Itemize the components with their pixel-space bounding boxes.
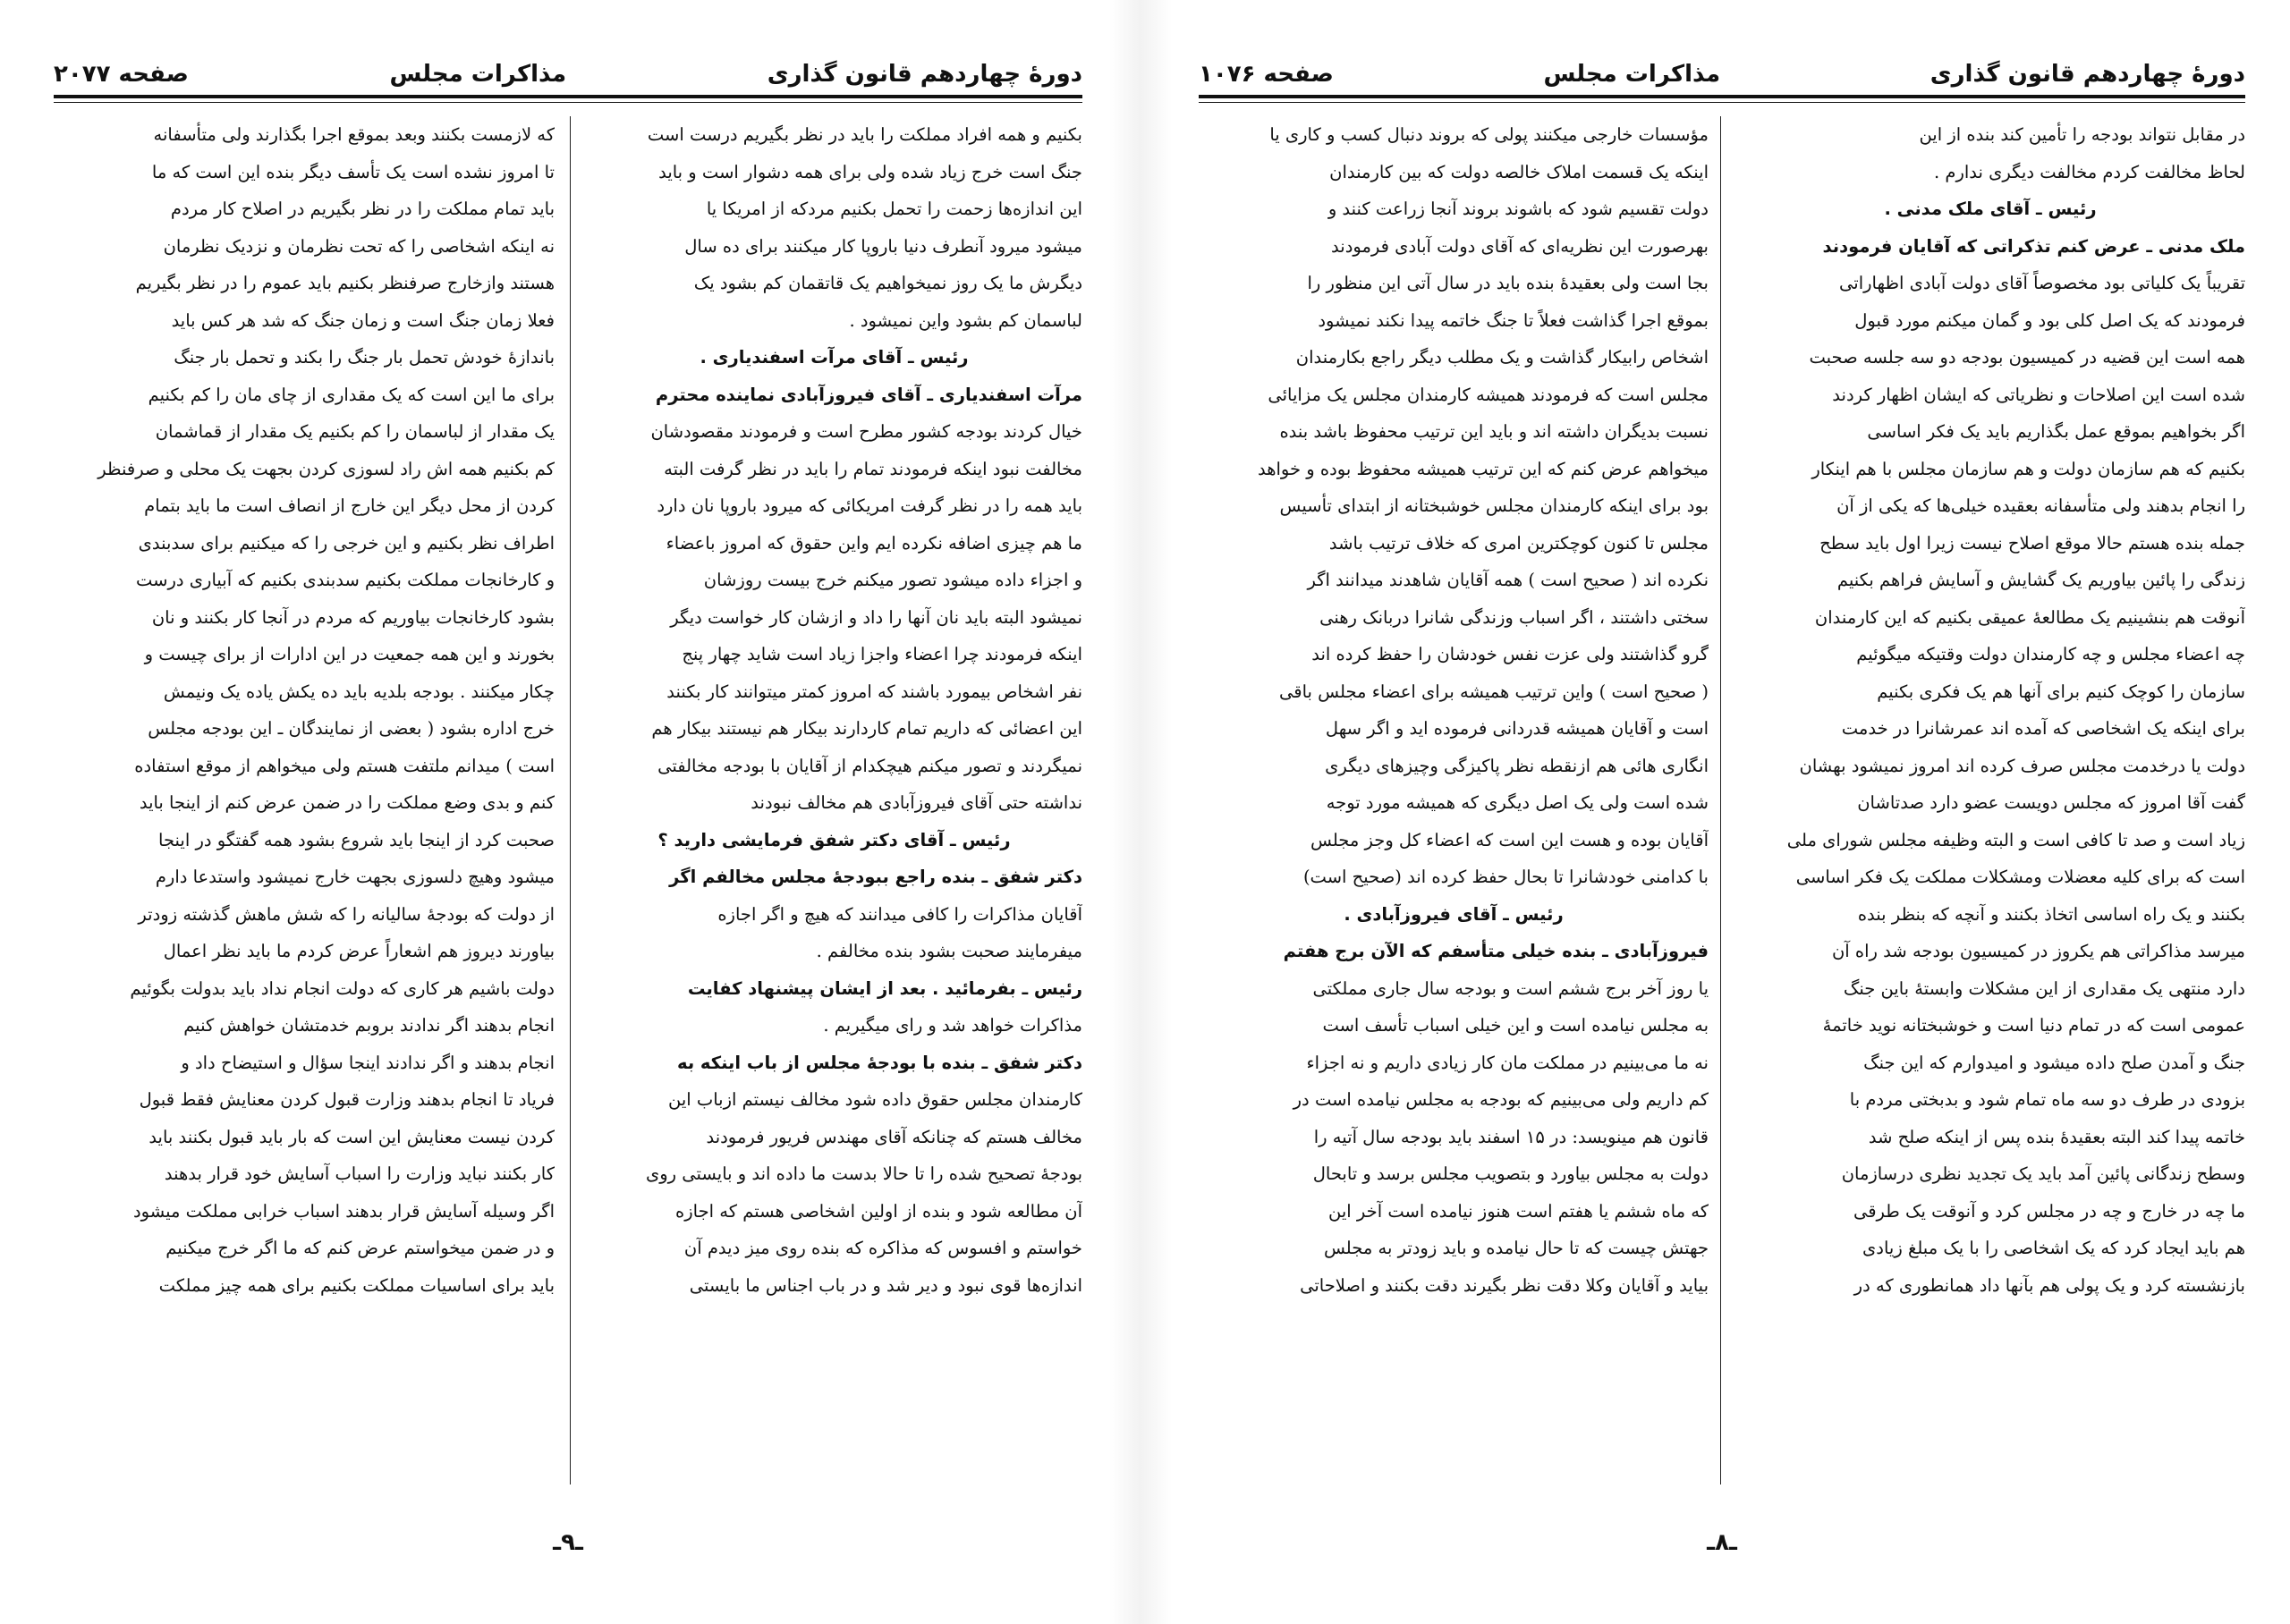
text-line: و در ضمن میخواستم عرض کنم که ما اگر خرج میکنیم: [165, 1238, 555, 1258]
text-line: است ) میدانم ملتفت هستم ولی میخواهم از موقع استفاده: [134, 755, 555, 776]
text-line: جهتش چیست که تا حال نیامده و باید زودتر به مجلس: [1323, 1238, 1709, 1258]
text-line: اندازه‌ها قوی نبود و دیر شد و در باب اجناس ما بایستی: [689, 1274, 1082, 1296]
header-rule: [1199, 95, 2245, 98]
text-line: عمومی است که در تمام دنیا است و خوشبختانه نوید خاتمهٔ: [1822, 1015, 2245, 1036]
text-line: برای اینکه یک اشخاصی که آمده اند عمرشانرا در خدمت: [1841, 718, 2245, 739]
text-line: انجام بدهند و اگر ندادند اینجا سؤال و استیضاح داد و: [181, 1052, 555, 1073]
text-line: دارد منتهی یک مقداری از این مشکلات وابستهٔ باین جنگ: [1843, 977, 2245, 999]
text-line: این اعضائی که داریم تمام کاردارند بیکار هم نیستند بیکار هم: [651, 718, 1082, 739]
speaker-line: فیروزآبادی ـ بنده خیلی متأسفم که الآن برج هفتم: [1283, 941, 1709, 961]
text-line: بزودی در طرف دو سه ماه تمام شود و بدبختی مردم با: [1849, 1089, 2245, 1110]
text-line: باید همه را در نظر گرفت امریکائی که میرود باروپا نان دارد: [657, 495, 1082, 516]
text-line: بموقع اجرا گذاشت فعلاً تا جنگ خاتمه پیدا نکند نمیشود: [1318, 309, 1709, 331]
text-line: باید برای اساسیات مملکت بکنیم برای همه چیز مملکت: [158, 1274, 555, 1296]
text-line: نه اینکه اشخاصی را که تحت نظرمان و نزدیک نظرمان: [163, 235, 555, 257]
text-line: ( صحیح است ) واین ترتیب همیشه برای اعضاء مجلس باقی: [1279, 681, 1709, 702]
text-line: بهرصورت این نظریه‌ای که آقای دولت آبادی فرمودند: [1331, 235, 1709, 257]
speaker-line: رئیس ـ آقای دکتر شفق فرمایشی دارید ؟: [657, 829, 1011, 850]
text-line: آنوقت هم بنشینیم یک مطالعهٔ عمیقی بکنیم که این کارمندان: [1814, 606, 2245, 628]
text-line: دولت باشیم هر کاری که دولت انجام نداد باید بدولت بگوئیم: [130, 977, 555, 999]
text-line: بخورند و این همه جمعیت در این ادارات از برای چیست و: [144, 644, 555, 664]
speaker-line: دکتر شفق ـ بنده راجع ببودجهٔ مجلس مخالفم اگر: [669, 867, 1082, 887]
text-line: نسبت بدیگران داشته اند و باید این ترتیب محفوظ باشد بنده: [1279, 421, 1709, 442]
text-line: کردن از محل دیگر این خارج از انصاف است ما باید بتمام: [144, 495, 555, 516]
text-line: باندازهٔ خودش تحمل بار جنگ را بکند و تحمل بار جنگ: [174, 347, 555, 368]
text-line: هم باید ایجاد کرد که یک اشخاصی را با یک مبلغ زیادی: [1862, 1238, 2245, 1258]
text-line: که ماه ششم یا هفتم است هنوز نیامده است آخر این: [1328, 1200, 1709, 1222]
text-line: دولت به مجلس بیاورد و بتصویب مجلس برسد و تابحال: [1312, 1163, 1709, 1184]
text-line: میرسد مذاکراتی هم یکروز در کمیسیون بودجه شد راه آن: [1831, 941, 2245, 961]
text-line: لباسمان کم بشود واین نمیشود .: [849, 309, 1082, 331]
text-line: اینکه فرمودند چرا اعضاء واجزا زیاد است شاید چهار پنج: [682, 644, 1082, 664]
text-line: مخالف هستم که چنانکه آقای مهندس فریور فرمودند: [706, 1126, 1082, 1147]
text-line: است و آقایان همیشه قدردانی فرموده اید و اگر سهل: [1325, 718, 1709, 739]
speaker-line: مرآت اسفندیاری ـ آقای فیروزآبادی نماینده محترم: [655, 384, 1082, 405]
speaker-line: رئیس ـ بفرمائید . بعد از ایشان پیشنهاد کفایت: [687, 977, 1082, 999]
text-line: زیاد است و صد تا کافی است و البته وظیفه مجلس شورای ملی: [1786, 829, 2245, 850]
text-line: شده است این اصلاحات و نظریاتی که ایشان اظهار کردند: [1832, 384, 2245, 405]
text-line: بکنند و یک راه اساسی اتخاذ بکنند و آنچه که بنظر بنده: [1857, 903, 2245, 925]
text-line: میخواهم عرض کنم که این ترتیب همیشه محفوظ بوده و خواهد: [1257, 458, 1709, 479]
text-line: نفر اشخاص بیمورد باشند که امروز کمتر میتوانند کار بکنند: [666, 681, 1082, 702]
text-line: خاتمه پیدا کند البته بعقیدهٔ بنده پس از اینکه صلح شد: [1868, 1126, 2245, 1147]
right-page-topic: مذاکرات مجلس: [1543, 61, 1721, 88]
left-page-column-right: [586, 116, 1082, 1493]
text-line: نه ما می‌بینیم در مملکت مان کار زیادی داریم و نه اجزاء: [1306, 1052, 1709, 1073]
text-line: اگر بخواهیم بموقع عمل بگذاریم باید یک فکر اساسی: [1867, 421, 2245, 442]
text-line: کردن نیست معنایش این است که بار باید قبول بکنند باید: [148, 1126, 555, 1147]
text-line: دولت یا درخدمت مجلس صرف کرده اند امروز نمیشود بهشان: [1799, 755, 2245, 776]
speaker-line: رئیس ـ آقای ملک مدنی .: [1884, 199, 2097, 219]
left-page-header: [54, 39, 1082, 88]
text-line: بکنیم و همه افراد مملکت را باید در نظر بگیریم درست است: [647, 124, 1082, 145]
text-line: به مجلس نیامده است و این خیلی اسباب تأسف است: [1322, 1015, 1709, 1036]
text-line: تا امروز نشده است یک تأسف دیگر بنده این است که ما: [151, 161, 555, 182]
text-line: باید تمام مملکت را در نظر بگیریم در اصلاح کار مردم: [170, 199, 555, 219]
text-line: مخالفت نبود اینکه فرمودند تمام را باید در نظر گرفت البته: [664, 458, 1082, 479]
column-divider: [570, 116, 571, 1484]
text-line: فرمودند که یک اصل کلی بود و گمان میکنم مورد قبول: [1854, 309, 2245, 331]
speaker-line: ملک مدنی ـ عرض کنم تذکراتی که آقایان فرمودند: [1822, 235, 2245, 257]
text-line: یا روز آخر برج ششم است و بودجه سال جاری مملکتی: [1312, 977, 1709, 999]
right-page-number: صفحه ۱۰۷۶: [1199, 61, 1334, 88]
text-line: میشود میرود آنطرف دنیا باروپا کار میکنند برای ده سال: [684, 235, 1082, 257]
text-line: بجا است ولی بعقیدهٔ بنده باید در سال آتی این منظور را: [1307, 273, 1709, 293]
text-line: جنگ و آمدن صلح داده میشود و امیدوارم که این جنگ: [1863, 1052, 2245, 1073]
text-line: بیاورند دیروز هم اشعاراً عرض کردم ما باید نظر اعمال: [163, 941, 555, 961]
speaker-line: دکتر شفق ـ بنده با بودجهٔ مجلس از باب اینکه به: [677, 1052, 1082, 1073]
header-rule: [54, 95, 1082, 98]
text-line: بودجهٔ تصحیح شده را تا حالا بدست ما داده اند و بایستی روی: [645, 1163, 1082, 1184]
text-line: جمله بنده هستم حالا موقع اصلاح نیست زیرا اول باید سطح: [1819, 532, 2245, 554]
left-page: [36, 27, 1100, 1592]
text-line: میشود وهیچ دلسوزی بجهت خارج نمیشود واستدعا دارم: [155, 867, 555, 887]
text-line: و کارخانجات مملکت بکنیم سدبندی بکنیم که آبیاری درست: [136, 570, 555, 590]
text-line: گرو گذاشتند ولی عزت نفس خودشان را حفظ کرده اند: [1311, 644, 1709, 664]
text-line: بشود کارخانجات بیاوریم که مردم در آنجا کار بکنند و نان: [151, 606, 555, 628]
text-line: زندگی را پائین بیاوریم یک گشایش و آسایش فراهم بکنیم: [1836, 570, 2245, 590]
text-line: انجام بدهند اگر ندادند بروبم خدمتشان خواهش کنیم: [183, 1015, 555, 1036]
text-line: اشخاص رابیکار گذاشت و یک مطلب دیگر راجع بکارمندان: [1295, 347, 1709, 368]
text-line: لحاظ مخالفت کردم مخالفت دیگری ندارم .: [1933, 161, 2245, 182]
text-line: خواستم و افسوس که مذاکره که بنده روی میز دیدم آن: [683, 1238, 1082, 1258]
text-line: همه است این قضیه در کمیسیون بودجه دو سه جلسه صحبت: [1809, 347, 2245, 368]
text-line: است که برای کلیه معضلات ومشکلات مملکت یک فکر اساسی: [1795, 867, 2245, 887]
right-page-column-right: [1735, 116, 2245, 1493]
right-page-session: دورهٔ چهاردهم قانون گذاری: [1930, 61, 2245, 88]
text-line: مؤسسات خارجی میکنند پولی که بروند دنبال کسب و کاری یا: [1269, 124, 1709, 145]
text-line: بیاید و آقایان وکلا دقت نظر بگیرند دقت بکنند و اصلاحاتی: [1300, 1274, 1709, 1296]
text-line: نکرده اند ( صحیح است ) همه آقایان شاهدند میدانند اگر: [1307, 570, 1709, 590]
text-line: که لازمست بکنند وبعد بموقع اجرا بگذارند ولی متأسفانه: [153, 124, 555, 145]
text-line: مذاکرات خواهد شد و رای میگیریم .: [823, 1015, 1082, 1036]
left-page-folio: ـ۹ـ: [553, 1529, 583, 1556]
header-rule-thin: [1199, 102, 2245, 103]
text-line: از دولت که بودجهٔ سالیانه را که شش ماهش گذشته زودتر: [138, 903, 555, 925]
text-line: اگر وسیله آسایش قرار بدهند اسباب خرابی مملکت میشود: [133, 1200, 555, 1222]
right-page: [1181, 27, 2263, 1592]
text-line: این اندازه‌ها زحمت را تحمل بکنیم مردکه از امریکا یا: [706, 199, 1082, 219]
left-page-column-left: [58, 116, 555, 1493]
text-line: نمیشود البته باید نان آنها را داد و ازشان کار خواست دیگر: [670, 606, 1082, 628]
text-line: سازمان را کوچک کنیم برای آنها هم یک فکری بکنیم: [1877, 681, 2245, 702]
text-line: هستند وازخارج صرفنظر بکنیم باید عموم را در نظر بگیریم: [135, 273, 555, 293]
text-line: آن مطالعه شود و بنده از اولین اشخاصی هستم که اجازه: [675, 1200, 1082, 1222]
text-line: و اجزاء داده میشود تصور میکنم خرج بیست روزشان: [703, 570, 1082, 590]
text-line: خیال کردند بودجه کشور مطرح است و فرمودند مقصودشان: [650, 421, 1082, 442]
text-line: مجلس است که فرمودند همیشه کارمندان مجلس یک مزایائی: [1268, 384, 1709, 405]
text-line: ما هم چیزی اضافه نکرده ایم واین حقوق که امروز باعضاء: [666, 532, 1082, 554]
text-line: انگاری هائی هم ازنقطه نظر پاکیزگی وچیزهای دیگری: [1325, 755, 1709, 776]
text-line: اینکه یک قسمت املاک خالصه دولت که بین کارمندان: [1329, 161, 1709, 182]
text-line: چکار میکنند . بودجه بلدیه باید ده یکش یاده یک ونیمش: [163, 681, 555, 702]
text-line: یک مقدار از لباسمان را کم بکنیم یک مقدار از قماشمان: [155, 421, 555, 442]
text-line: تقریباً یک کلیاتی بود مخصوصاً آقای دولت آبادی اظهاراتی: [1839, 273, 2245, 293]
text-line: بود برای اینکه کارمندان مجلس خوشبختانه از ابتدای تأسیس: [1279, 495, 1709, 516]
text-line: فریاد تا انجام بدهند وزارت قبول کردن معنایش فقط قبول: [139, 1089, 555, 1110]
text-line: مجلس تا کنون کوچکترین امری که خلاف ترتیب باشد: [1328, 532, 1709, 554]
text-line: قانون هم مینویسد: در ۱۵ اسفند باید بودجه سال آتیه را: [1313, 1126, 1709, 1147]
right-page-header: [1199, 39, 2245, 88]
text-line: دولت تقسیم شود که باشوند بروند آنجا زراعت کنند و: [1327, 199, 1709, 219]
text-line: نداشته حتی آقای فیروزآبادی هم مخالف نبودند: [751, 792, 1082, 813]
speaker-line: رئیس ـ آقای فیروزآبادی .: [1344, 903, 1564, 925]
text-line: بکنیم که هم سازمان دولت و هم سازمان مجلس با هم اینکار: [1811, 458, 2245, 479]
text-line: صحبت کرد از اینجا باید شروع بشود همه گفتگو در اینجا: [158, 829, 555, 850]
text-line: چه اعضاء مجلس و چه کارمندان دولت وقتیکه میگوئیم: [1856, 644, 2245, 664]
speaker-line: رئیس ـ آقای مرآت اسفندیاری .: [700, 347, 969, 368]
text-line: را انجام بدهند ولی متأسفانه بعقیده خیلی‌ها که یکی از آن: [1836, 495, 2245, 516]
text-line: دیگرش ما یک روز نمیخواهیم یک قاتقمان کم بشود یک: [693, 273, 1082, 293]
text-line: اطراف نظر بکنیم و این خرجی را که میکنیم برای سدبندی: [138, 532, 555, 554]
text-line: نمیگردند و تصور میکنم هیچکدام از آقایان با بودجه مخالفتی: [657, 755, 1082, 776]
right-page-folio: ـ۸ـ: [1707, 1529, 1737, 1556]
text-line: شده است ولی یک اصل دیگری که همیشه مورد توجه: [1326, 792, 1709, 813]
text-line: کار بکنند نباید وزارت را اسباب آسایش خود قرار بدهند: [164, 1163, 555, 1184]
text-line: فعلا زمان جنگ است و زمان جنگ که شد هر کس باید: [171, 309, 555, 331]
text-line: کم بکنیم همه اش راد لسوزی کردن بجهت یک محلی و صرفنظر: [98, 458, 555, 479]
text-line: در مقابل نتواند بودجه را تأمین کند بنده از این: [1919, 124, 2245, 145]
text-line: ما چه در خارج و چه در مجلس کرد و آنوقت یک طرقی: [1853, 1200, 2245, 1222]
text-line: برای ما این است که یک مقداری از چای مان را کم بکنیم: [148, 384, 555, 405]
text-line: سختی داشتند ، اگر اسباب وزندگی شانرا دربانک رهنی: [1319, 606, 1709, 628]
text-line: بازنشسته کرد و یک پولی هم بآنها داد همانطوری که در: [1853, 1274, 2245, 1296]
text-line: وسطح زندگانی پائین آمد باید یک تجدید نظری درسازمان: [1841, 1163, 2245, 1184]
text-line: گفت آقا امروز که مجلس دویست عضو دارد صدتاشان: [1857, 792, 2245, 813]
book-gutter: [1109, 0, 1172, 1624]
left-page-session: دورهٔ چهاردهم قانون گذاری: [767, 61, 1082, 88]
column-divider: [1720, 116, 1721, 1484]
text-line: کم داریم ولی می‌بینیم که بودجه به مجلس نیامده است در: [1293, 1089, 1709, 1110]
text-line: آقایان مذاکرات را کافی میدانند که هیچ و اگر اجازه: [717, 903, 1082, 925]
text-line: خرج اداره بشود ( بعضی از نمایندگان ـ این بودجه مجلس: [148, 718, 555, 739]
text-line: کارمندان مجلس حقوق داده شود مخالف نیستم ازباب این: [667, 1089, 1082, 1110]
text-line: کنم و بدی وضع مملکت را در ضمن عرض کنم از اینجا باید: [139, 792, 555, 813]
text-line: جنگ است خرج زیاد شده ولی برای همه دشوار است و باید: [658, 161, 1082, 182]
left-page-number: صفحه ۲۰۷۷: [54, 61, 189, 88]
text-line: میفرمایند صحبت بشود بنده مخالفم .: [816, 941, 1082, 961]
left-page-topic: مذاکرات مجلس: [389, 61, 567, 88]
right-page-column-left: [1199, 116, 1709, 1493]
text-line: با کدامنی خودشانرا تا بحال حفظ کرده اند (صحیح است): [1302, 867, 1709, 887]
header-rule-thin: [54, 102, 1082, 103]
text-line: آقایان بوده و هست این است که اعضاء کل وجز مجلس: [1310, 829, 1709, 850]
